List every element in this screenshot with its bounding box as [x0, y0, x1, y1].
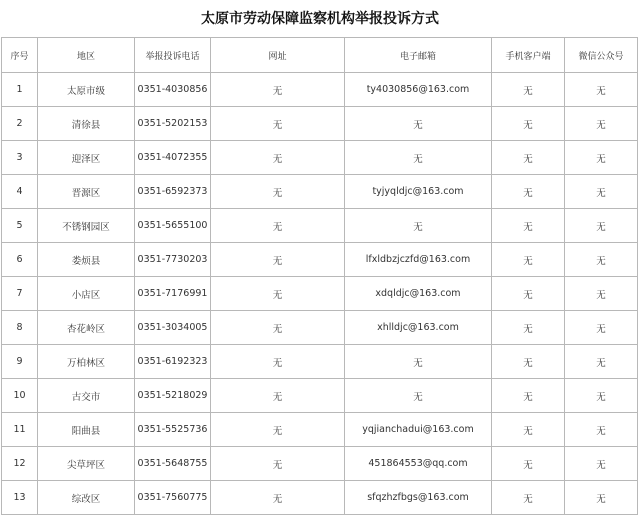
cell-wechat: 无 — [565, 311, 638, 345]
cell-website: 无 — [211, 311, 345, 345]
cell-website: 无 — [211, 73, 345, 107]
header-region: 地区 — [38, 38, 135, 73]
cell-phone: 0351-7560775 — [135, 481, 211, 515]
table-row — [2, 311, 638, 345]
cell-index: 8 — [2, 311, 38, 345]
cell-index: 10 — [2, 379, 38, 413]
table-row — [2, 107, 638, 141]
cell-index: 12 — [2, 447, 38, 481]
cell-index: 4 — [2, 175, 38, 209]
cell-phone: 0351-5218029 — [135, 379, 211, 413]
cell-phone: 0351-6592373 — [135, 175, 211, 209]
cell-wechat: 无 — [565, 209, 638, 243]
cell-region: 尖草坪区 — [38, 447, 135, 481]
cell-email: ty4030856@163.com — [345, 73, 492, 107]
cell-phone: 0351-5648755 — [135, 447, 211, 481]
cell-region: 阳曲县 — [38, 413, 135, 447]
table-row — [2, 175, 638, 209]
cell-region: 综改区 — [38, 481, 135, 515]
cell-website: 无 — [211, 277, 345, 311]
header-index: 序号 — [2, 38, 38, 73]
table-row — [2, 447, 638, 481]
cell-email: tyjyqldjc@163.com — [345, 175, 492, 209]
cell-region: 杏花岭区 — [38, 311, 135, 345]
cell-phone: 0351-7730203 — [135, 243, 211, 277]
cell-wechat: 无 — [565, 73, 638, 107]
page-title: 太原市劳动保障监察机构举报投诉方式 — [201, 11, 439, 27]
cell-mobile-app: 无 — [492, 447, 565, 481]
cell-index: 1 — [2, 73, 38, 107]
header-website: 网址 — [211, 38, 345, 73]
table-row — [2, 141, 638, 175]
table-row — [2, 413, 638, 447]
cell-website: 无 — [211, 107, 345, 141]
cell-email: 无 — [345, 141, 492, 175]
cell-wechat: 无 — [565, 141, 638, 175]
cell-index: 9 — [2, 345, 38, 379]
cell-email: lfxldbzjczfd@163.com — [345, 243, 492, 277]
complaint-contact-table — [1, 37, 638, 515]
cell-email: 451864553@qq.com — [345, 447, 492, 481]
cell-wechat: 无 — [565, 481, 638, 515]
table-row — [2, 379, 638, 413]
cell-website: 无 — [211, 345, 345, 379]
table-row — [2, 73, 638, 107]
cell-mobile-app: 无 — [492, 73, 565, 107]
header-mobile-app: 手机客户端 — [492, 38, 565, 73]
cell-region: 太原市级 — [38, 73, 135, 107]
cell-email: 无 — [345, 209, 492, 243]
cell-index: 3 — [2, 141, 38, 175]
cell-index: 2 — [2, 107, 38, 141]
cell-index: 11 — [2, 413, 38, 447]
cell-website: 无 — [211, 481, 345, 515]
cell-mobile-app: 无 — [492, 413, 565, 447]
cell-mobile-app: 无 — [492, 209, 565, 243]
header-phone: 举报投诉电话 — [135, 38, 211, 73]
cell-index: 7 — [2, 277, 38, 311]
cell-region: 不锈钢园区 — [38, 209, 135, 243]
cell-mobile-app: 无 — [492, 311, 565, 345]
cell-email: sfqzhzfbgs@163.com — [345, 481, 492, 515]
cell-email: yqjianchadui@163.com — [345, 413, 492, 447]
table-body — [2, 73, 638, 515]
cell-index: 6 — [2, 243, 38, 277]
table-row — [2, 277, 638, 311]
cell-wechat: 无 — [565, 413, 638, 447]
cell-mobile-app: 无 — [492, 175, 565, 209]
cell-mobile-app: 无 — [492, 277, 565, 311]
cell-region: 晋源区 — [38, 175, 135, 209]
cell-region: 迎泽区 — [38, 141, 135, 175]
cell-website: 无 — [211, 243, 345, 277]
cell-website: 无 — [211, 379, 345, 413]
cell-wechat: 无 — [565, 107, 638, 141]
cell-wechat: 无 — [565, 277, 638, 311]
cell-mobile-app: 无 — [492, 345, 565, 379]
cell-mobile-app: 无 — [492, 481, 565, 515]
cell-phone: 0351-5655100 — [135, 209, 211, 243]
table-row — [2, 243, 638, 277]
table-header-row — [2, 38, 638, 73]
cell-email: 无 — [345, 107, 492, 141]
cell-phone: 0351-7176991 — [135, 277, 211, 311]
cell-email: 无 — [345, 345, 492, 379]
cell-mobile-app: 无 — [492, 243, 565, 277]
cell-website: 无 — [211, 141, 345, 175]
cell-email: xdqldjc@163.com — [345, 277, 492, 311]
cell-phone: 0351-5202153 — [135, 107, 211, 141]
cell-phone: 0351-3034005 — [135, 311, 211, 345]
cell-index: 5 — [2, 209, 38, 243]
cell-wechat: 无 — [565, 345, 638, 379]
cell-region: 娄烦县 — [38, 243, 135, 277]
cell-region: 古交市 — [38, 379, 135, 413]
cell-wechat: 无 — [565, 243, 638, 277]
cell-wechat: 无 — [565, 175, 638, 209]
cell-website: 无 — [211, 209, 345, 243]
cell-phone: 0351-6192323 — [135, 345, 211, 379]
cell-index: 13 — [2, 481, 38, 515]
cell-mobile-app: 无 — [492, 141, 565, 175]
cell-website: 无 — [211, 447, 345, 481]
table-row — [2, 345, 638, 379]
table-row — [2, 209, 638, 243]
header-email: 电子邮箱 — [345, 38, 492, 73]
cell-mobile-app: 无 — [492, 379, 565, 413]
header-wechat: 微信公众号 — [565, 38, 638, 73]
cell-wechat: 无 — [565, 379, 638, 413]
cell-mobile-app: 无 — [492, 107, 565, 141]
cell-region: 清徐县 — [38, 107, 135, 141]
cell-wechat: 无 — [565, 447, 638, 481]
table-row — [2, 481, 638, 515]
cell-region: 万柏林区 — [38, 345, 135, 379]
cell-phone: 0351-4072355 — [135, 141, 211, 175]
cell-phone: 0351-5525736 — [135, 413, 211, 447]
cell-region: 小店区 — [38, 277, 135, 311]
cell-email: xhlldjc@163.com — [345, 311, 492, 345]
cell-email: 无 — [345, 379, 492, 413]
cell-website: 无 — [211, 413, 345, 447]
cell-phone: 0351-4030856 — [135, 73, 211, 107]
cell-website: 无 — [211, 175, 345, 209]
